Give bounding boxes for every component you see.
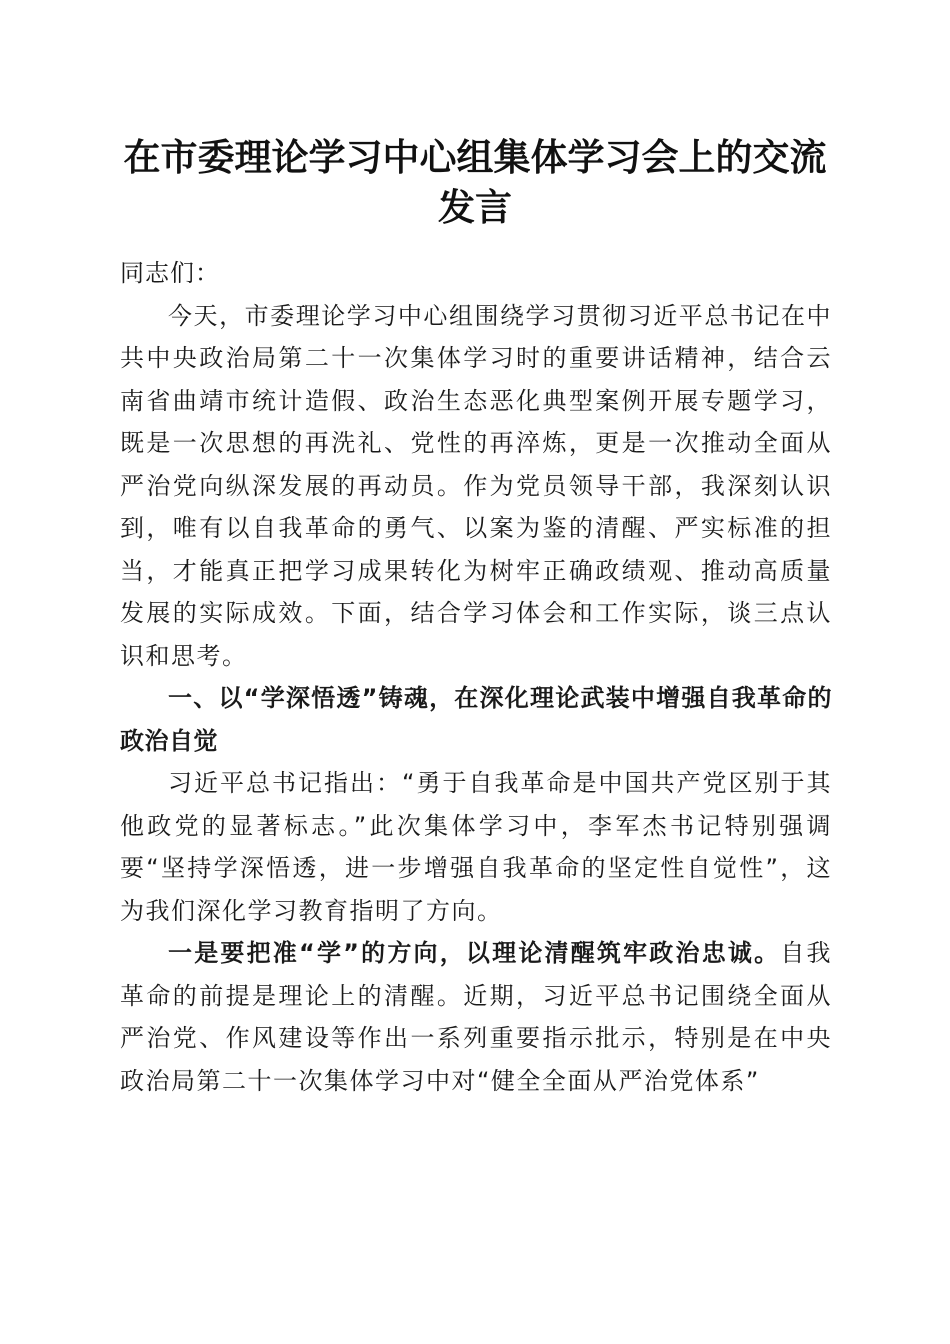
paragraph-section1-quote: 习近平总书记指出：“勇于自我革命是中国共产党区别于其他政党的显著标志。”此次集体学习中，李军杰书记特别强调要“坚持学深悟透，进一步增强自我革命的坚定性自觉性”，这为我们深化学习教育指明了方向。 (120, 769, 832, 925)
point1-lead: 一是要把准“学”的方向，以理论清醒筑牢政治忠诚。 (168, 939, 781, 967)
paragraph-section1-point1 (120, 932, 832, 1102)
salutation: 同志们： (120, 259, 220, 287)
paragraph-intro: 今天，市委理论学习中心组围绕学习贯彻习近平总书记在中共中央政治局第二十一次集体学习时的重要讲话精神，结合云南省曲靖市统计造假、政治生态恶化典型案例开展专题学习，既是一次思想的再洗礼、党性的再淬炼，更是一次推动全面从严治党向纵深发展的再动员。作为党员领导干部，我深刻认识到，唯有以自我革命的勇气、以案为鉴的清醒、严实标准的担当，才能真正把学习成果转化为树牢正确政绩观、推动高质量发展的实际成效。下面，结合学习体会和工作实际，谈三点认识和思考。 (120, 301, 832, 670)
document-body (120, 252, 832, 1102)
section-heading-1: 一、以“学深悟透”铸魂，在深化理论武装中增强自我革命的政治自觉 (120, 684, 832, 755)
point1-body: 自我革命的前提是理论上的清醒。近期，习近平总书记围绕全面从严治党、作风建设等作出一系列重要指示批示，特别是在中央政治局第二十一次集体学习中对“健全全面从严治党体系” (120, 939, 833, 1095)
document-title: 在市委理论学习中心组集体学习会上的交流发言 (123, 135, 827, 229)
